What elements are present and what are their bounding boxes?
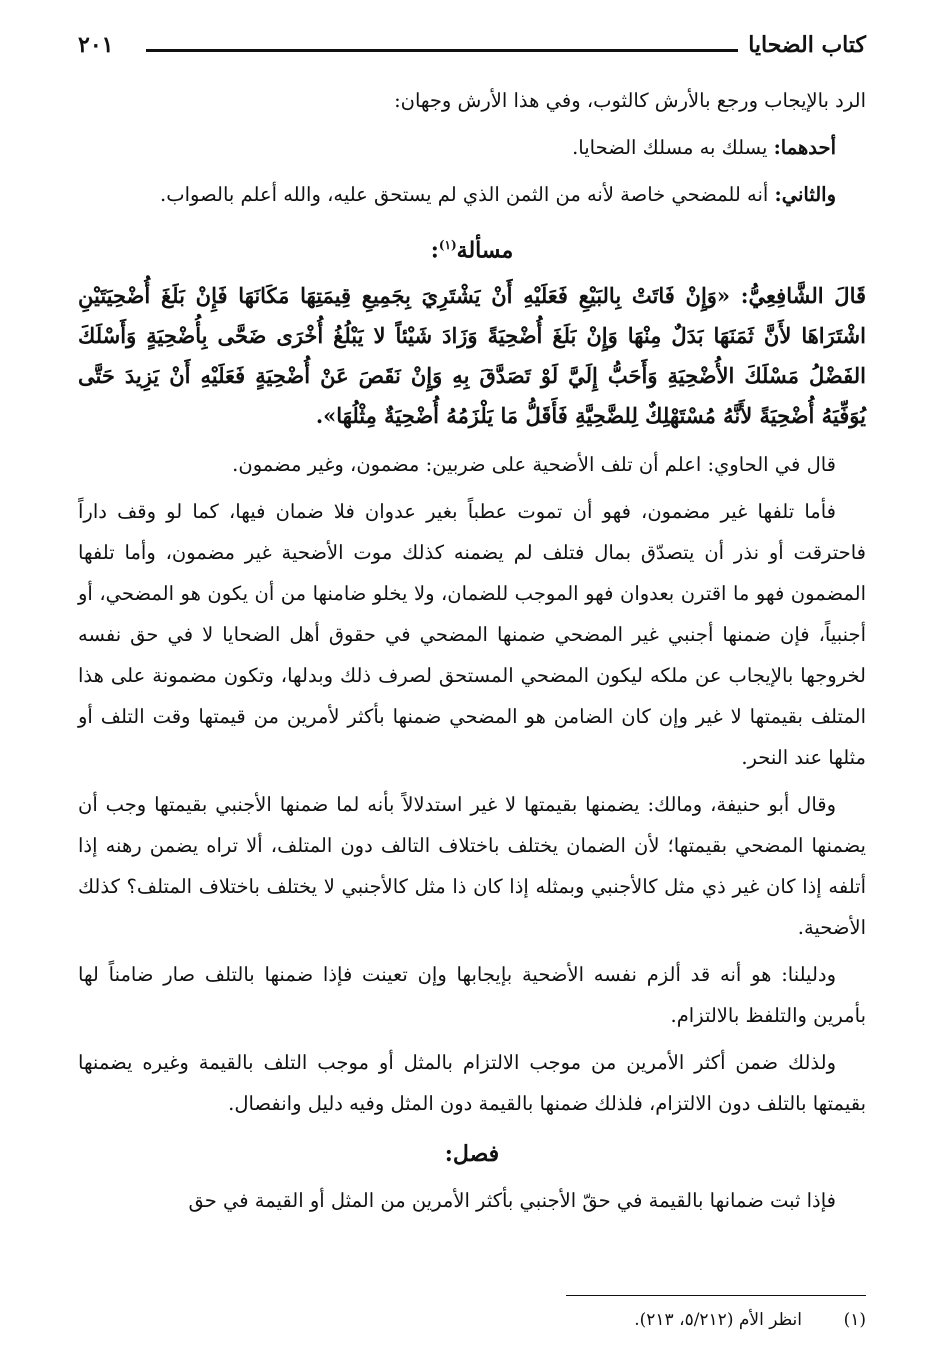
footnote-number: (١) <box>843 1310 866 1330</box>
section-heading-masala <box>78 225 866 270</box>
paragraph-5: فأما تلفها غير مضمون، فهو أن تموت عطباً بغير عدوان فلا ضمان فيها، كما لو وقف داراً فاحترقت أو نذر أن يتصدّق بمال فتلف لم يضمنه كذلك موت الأضحية غير مضمون، وأما تلفها المضمون فهو ما اقترن بعدوان فهو الموجب للضمان، ولا يخلو ضامنها من أن يكون هو المضحي، أو أجنبياً، فإن ضمنها أجنبي غير المضحي ضمنها المضحي في حقوق أهل الضحايا لا في حق نفسه لخروجها بالإيجاب عن ملكه ليكون المضحي المستحق لصرف ذلك وبدلها، وتكون مضمونة على هذا المتلف بقيمتها لا غير وإن كان الضامن هو المضحي ضمنها بأكثر لأمرين من قيمتها وقت التلف أو مثلها عند النحر. <box>78 500 866 770</box>
paragraph-7: ودليلنا: هو أنه قد ألزم نفسه الأضحية بإيجابها وإن تعينت فإذا ضمنها بالتلف صار ضامناً لها بأمرين والتلفظ بالالتزام. <box>78 963 866 1028</box>
page-number: ٢٠١ <box>78 32 114 58</box>
paragraph-first-view <box>78 127 866 168</box>
shafii-quote: قَالَ الشَّافِعِيُّ: «وَإِنْ فَاتَتْ بِالبَيْعِ فَعَلَيْهِ أَنْ يَشْتَرِيَ بِجَمِيعِ قِيمَتِهَا مَكَانَهَا فَإِنْ بَلَغَ أُضْحِيَتَيْنِ اشْتَرَاهَا لأَنَّ ثَمَنَهَا بَدَلٌ مِنْهَا وَإِنْ بَلَغَ أُضْحِيَةً وَزَادَ شَيْئاً لا يَبْلُغُ أُخْرَى ضَحَّى بِأُضْحِيَةٍ وَأَسْلَكَ الفَضْلُ مَسْلَكَ الأُضْحِيَةِ وَأَحَبُّ إِلَيَّ لَوْ تَصَدَّقَ بِهِ وَإِنْ نَقَصَ عَنْ أُضْحِيَةٍ فَعَلَيْهِ أَنْ يَزِيدَ حَتَّى يُوَفِّيَهُ أُضْحِيَةً لأَنَّهُ مُسْتَهْلِكٌ لِلضَّحِيَّةِ فَأَقَلُّ مَا يَلْزَمُهُ أُضْحِيَةٌ مِثْلُهَا». <box>78 283 866 429</box>
footnote-item <box>78 1306 866 1334</box>
page-header <box>78 30 866 64</box>
first-view-text: يسلك به مسلك الضحايا. <box>572 136 774 159</box>
heading-masala-text: مسألة <box>456 237 514 264</box>
section-heading-fasl: فصل: <box>444 1141 500 1168</box>
first-view-label: أحدهما: <box>773 136 836 159</box>
footnote-rule <box>566 1295 866 1296</box>
second-view-text: أنه للمضحي خاصة لأنه من الثمن الذي لم يستحق عليه، والله أعلم بالصواب. <box>160 183 775 206</box>
second-view-label: والثاني: <box>774 183 836 206</box>
footnotes <box>78 1295 866 1334</box>
paragraph-9: فإذا ثبت ضمانها بالقيمة في حقّ الأجنبي بأكثر الأمرين من المثل أو القيمة في حق <box>188 1189 836 1213</box>
paragraph-second-view <box>78 174 866 215</box>
footnote-text: انظر الأم (٥/٢١٢، ٢١٣). <box>634 1310 802 1330</box>
paragraph-8: ولذلك ضمن أكثر الأمرين من موجب الالتزام بالمثل أو موجب التلف بالقيمة وغيره يضمنها بقيمتها بالتلف دون الالتزام، فلذلك ضمنها بالقيمة دون المثل وفيه دليل وانفصال. <box>78 1051 866 1116</box>
header-rule <box>146 49 738 52</box>
paragraph-6: وقال أبو حنيفة، ومالك: يضمنها بقيمتها لا غير استدلالاً بأنه لما ضمنها الأجنبي بقيمتها وجب أن يضمنها المضحي بقيمتها؛ لأن الضمان يختلف باختلاف التالف دون المتلف، ألا تراه يضمن رهنه إذا أتلفه إذا كان غير ذي مثل كالأجنبي وبمثله إذا كان ذا مثل كالأجنبي لا يختلف باختلاف المتلف؟ كذلك الأضحية. <box>78 793 866 940</box>
page-body <box>78 80 866 1227</box>
paragraph-1: الرد بالإيجاب ورجع بالأرش كالثوب، وفي هذا الأرش وجهان: <box>394 89 866 112</box>
heading-masala-colon: : <box>430 237 439 264</box>
book-title: كتاب الضحايا <box>748 32 866 58</box>
footnote-ref-1[interactable]: (١) <box>438 238 457 252</box>
paragraph-4: قال في الحاوي: اعلم أن تلف الأضحية على ضربين: مضمون، وغير مضمون. <box>232 453 836 477</box>
